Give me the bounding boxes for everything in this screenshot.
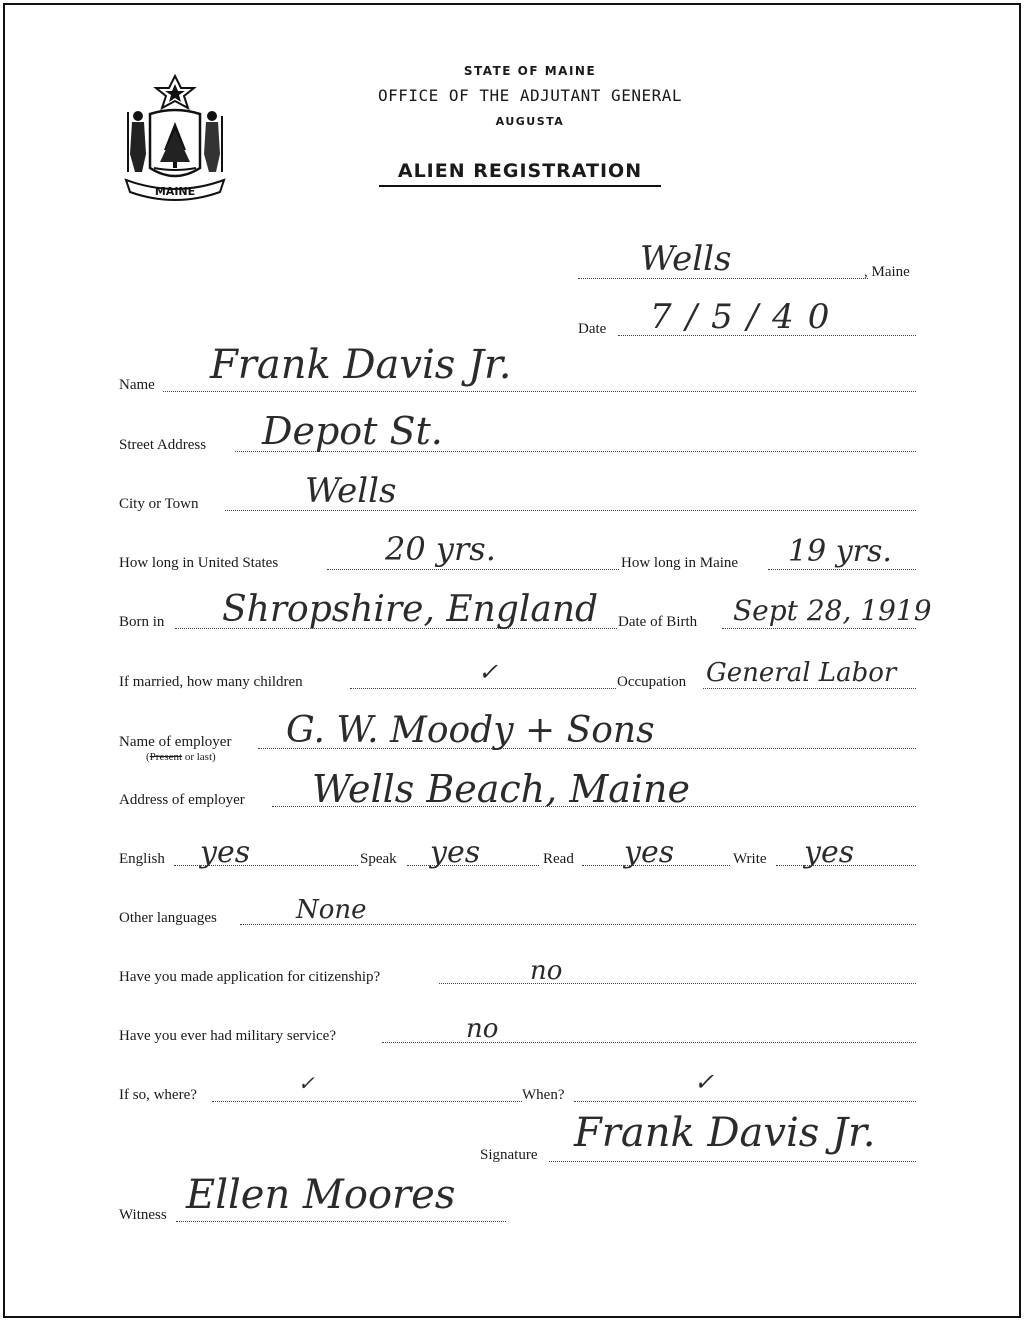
where-line xyxy=(212,1101,522,1102)
citizenship-line xyxy=(439,983,916,984)
children-line xyxy=(350,688,616,689)
citizenship-value: no xyxy=(530,956,563,986)
witness-value: Ellen Moores xyxy=(186,1172,456,1218)
read-value: yes xyxy=(624,835,675,870)
header-city: AUGUSTA xyxy=(495,115,565,128)
date-value: 7/5/40 xyxy=(650,297,844,337)
employer-address-value: Wells Beach, Maine xyxy=(312,767,690,811)
employer-address-label: Address of employer xyxy=(119,792,245,808)
write-label: Write xyxy=(733,851,767,867)
place-value: Wells xyxy=(640,239,732,279)
city-value: Wells xyxy=(305,471,397,511)
english-label: English xyxy=(119,851,165,867)
military-value: no xyxy=(466,1014,499,1044)
place-suffix: , Maine xyxy=(864,264,910,280)
citizenship-label: Have you made application for citizenship? xyxy=(119,969,381,985)
children-value: ✓ xyxy=(478,658,499,686)
write-value: yes xyxy=(804,835,855,870)
when-label: When? xyxy=(522,1087,565,1103)
maine-duration-value: 19 yrs. xyxy=(788,534,892,569)
military-line xyxy=(382,1042,916,1043)
english-value: yes xyxy=(200,835,251,870)
header-state: STATE OF MAINE xyxy=(463,64,597,78)
city-label: City or Town xyxy=(119,496,199,512)
employer-value: G. W. Moody + Sons xyxy=(286,710,655,751)
born-in-label: Born in xyxy=(119,614,165,630)
us-duration-line xyxy=(327,569,619,570)
signature-line xyxy=(549,1161,916,1162)
seal-motto: MAINE xyxy=(154,185,196,198)
where-label: If so, where? xyxy=(119,1087,197,1103)
date-label: Date xyxy=(578,321,607,337)
dob-value: Sept 28, 1919 xyxy=(733,594,932,627)
maine-duration-line xyxy=(768,569,916,570)
name-value: Frank Davis Jr. xyxy=(210,342,512,388)
born-in-value: Shropshire, England xyxy=(222,589,599,630)
us-duration-value: 20 yrs. xyxy=(385,530,496,568)
when-line xyxy=(574,1101,916,1102)
military-label: Have you ever had military service? xyxy=(119,1028,336,1044)
speak-label: Speak xyxy=(360,851,397,867)
occupation-label: Occupation xyxy=(617,674,687,690)
signature-label: Signature xyxy=(480,1147,538,1163)
maine-duration-label: How long in Maine xyxy=(621,555,739,571)
witness-line xyxy=(176,1221,506,1222)
witness-label: Witness xyxy=(119,1207,167,1223)
dob-label: Date of Birth xyxy=(618,614,698,630)
header-office: OFFICE OF THE ADJUTANT GENERAL xyxy=(378,86,682,105)
occupation-line xyxy=(703,688,916,689)
us-duration-label: How long in United States xyxy=(119,555,279,571)
children-label: If married, how many children xyxy=(119,674,303,690)
form-title: ALIEN REGISTRATION xyxy=(379,160,661,187)
street-label: Street Address xyxy=(119,437,207,453)
when-value: ✓ xyxy=(694,1068,715,1096)
other-languages-label: Other languages xyxy=(119,910,217,926)
employer-sublabel: (Present or last) xyxy=(146,751,216,763)
employer-label: Name of employer xyxy=(119,734,232,750)
name-label: Name xyxy=(119,377,155,393)
name-line xyxy=(163,391,916,392)
other-languages-value: None xyxy=(296,895,367,925)
occupation-value: General Labor xyxy=(706,658,897,688)
read-label: Read xyxy=(543,851,574,867)
street-value: Depot St. xyxy=(262,409,443,453)
signature-value: Frank Davis Jr. xyxy=(574,1110,876,1156)
where-value: ✓ xyxy=(298,1071,315,1095)
dob-line xyxy=(722,628,916,629)
speak-value: yes xyxy=(430,835,481,870)
